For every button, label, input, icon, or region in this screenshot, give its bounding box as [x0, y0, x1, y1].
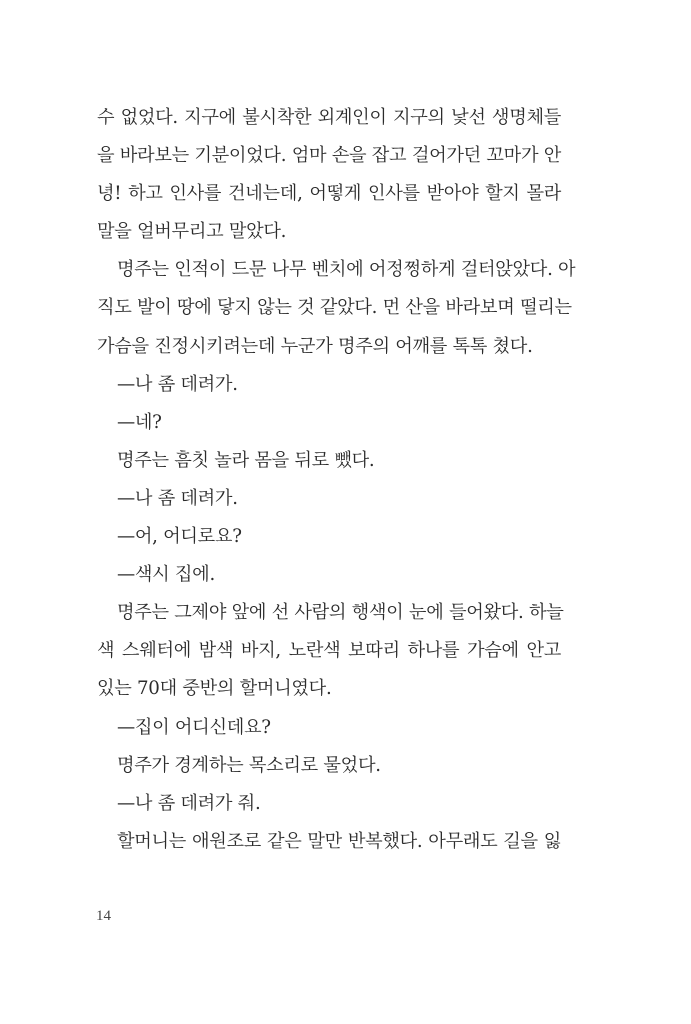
page-number: 14 [96, 908, 111, 924]
dialogue-line-7: —나 좀 데려가 줘. [117, 792, 261, 814]
text-line-1: 수 없었다. 지구에 불시착한 외계인이 지구의 낯선 생명체들 [97, 107, 561, 128]
text-line-15: 색 스웨터에 밤색 바지, 노란색 보따리 하나를 가슴에 안고 [97, 640, 561, 662]
dialogue-line-4: —어, 어디로요? [117, 526, 242, 548]
page-body [97, 101, 576, 863]
text-line-16: 있는 70대 중반의 할머니였다. [97, 678, 332, 700]
text-line-6: 직도 발이 땅에 닿지 않는 것 같았다. 먼 산을 바라보며 떨리는 [97, 297, 572, 319]
dialogue-line-1: —나 좀 데려가. [117, 373, 238, 395]
dialogue-line-6: —집이 어디신데요? [117, 716, 271, 738]
text-line-5: 명주는 인적이 드문 나무 벤치에 어정쩡하게 걸터앉았다. 아 [117, 259, 576, 281]
dialogue-line-5: —색시 집에. [117, 564, 215, 586]
text-line-18: 명주가 경계하는 목소리로 물었다. [117, 754, 381, 776]
text-line-7: 가슴을 진정시키려는데 누군가 명주의 어깨를 톡톡 쳤다. [97, 335, 533, 357]
text-line-3: 녕! 하고 인사를 건네는데, 어떻게 인사를 받아야 할지 몰라 [97, 183, 561, 205]
text-line-2: 을 바라보는 기분이었다. 엄마 손을 잡고 걸어가던 꼬마가 안 [97, 145, 561, 167]
text-line-14: 명주는 그제야 앞에 선 사람의 행색이 눈에 들어왔다. 하늘 [117, 602, 564, 624]
text-line-20: 할머니는 애원조로 같은 말만 반복했다. 아무래도 길을 잃 [117, 830, 561, 852]
dialogue-line-2: —네? [117, 411, 162, 433]
dialogue-line-3: —나 좀 데려가. [117, 487, 238, 509]
text-line-4: 말을 얼버무리고 말았다. [97, 221, 287, 243]
text-line-10: 명주는 흠칫 놀라 몸을 뒤로 뺐다. [117, 449, 375, 471]
